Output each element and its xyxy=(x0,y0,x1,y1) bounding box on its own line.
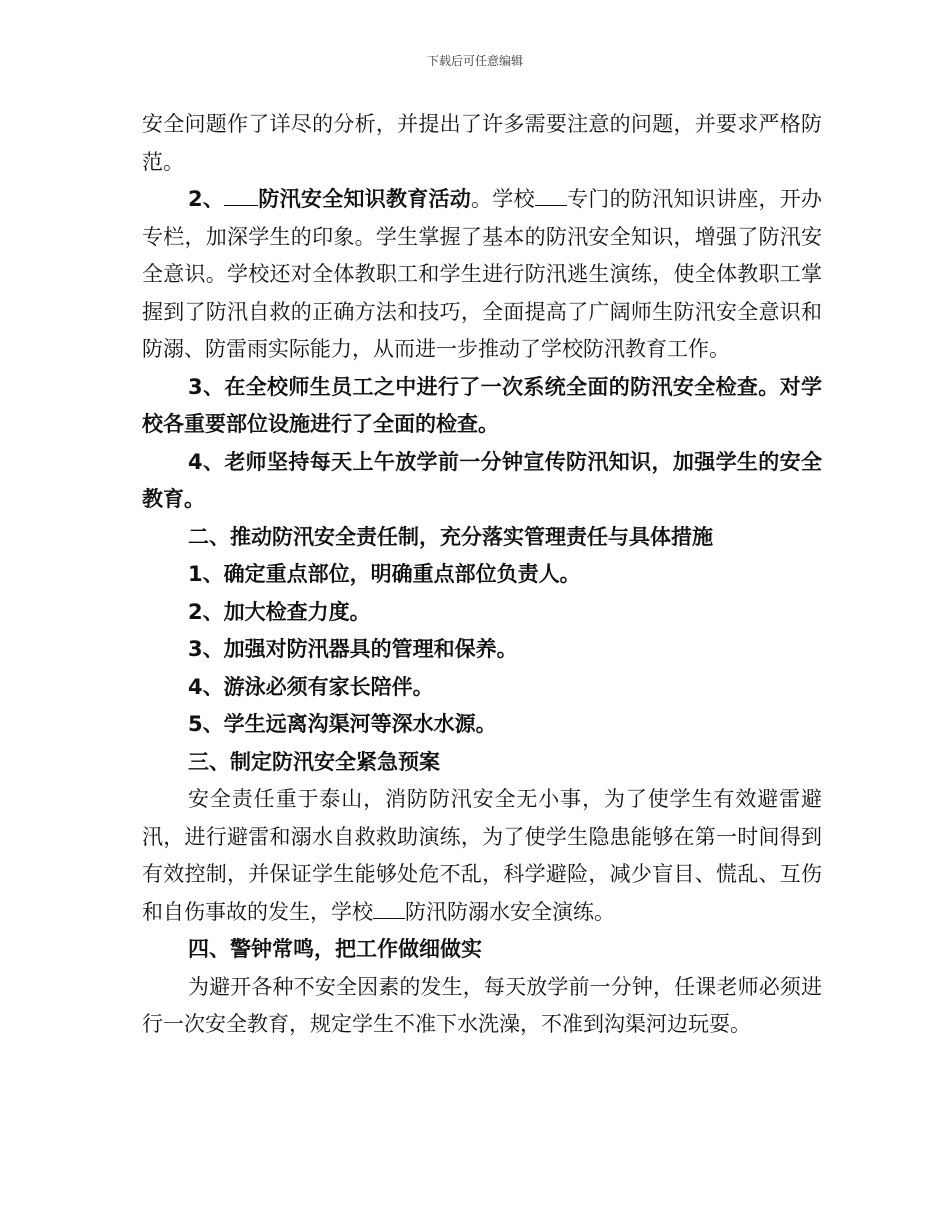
section-heading-2: 二、推动防汛安全责任制，充分落实管理责任与具体措施 xyxy=(188,524,713,549)
paragraph: 为避开各种不安全因素的发生，每天放学前一分钟，任课老师必须进行一次安全教育，规定学生不准下水洗澡，不准到沟渠河边玩耍。 xyxy=(142,974,822,1036)
paragraph-item-4: 4、老师坚持每天上午放学前一分钟宣传防汛知识，加强学生的安全教育。 xyxy=(142,449,822,511)
fill-blank xyxy=(224,187,258,206)
paragraph-item-2 xyxy=(142,181,822,369)
list-item: 4、游泳必须有家长陪伴。 xyxy=(188,674,434,699)
list-item: 1、确定重点部位，明确重点部位负责人。 xyxy=(188,562,581,586)
item-number: 2、 xyxy=(188,187,225,211)
text-run: 。学校 xyxy=(471,187,535,211)
paragraph xyxy=(142,781,822,931)
list-item: 3、加强对防汛器具的管理和保养。 xyxy=(188,637,518,661)
text-run: 防汛防溺水安全演练。 xyxy=(405,899,615,924)
text-run: 安全责任重于泰山，消防防汛安全无小事，为了使学生有效避雷避汛，进行避雷和溺水自救救助演练，为了使学生隐患能够在第一时间得到有效控制，并保证学生能够处危不乱，科学避险，减少盲目、慌乱、互伤和自伤事故的发生，学校 xyxy=(142,787,822,924)
text-run: 专门的防汛知识讲座，开办专栏，加深学生的印象。学生掌握了基本的防汛安全知识，增强了防汛安全意识。学校还对全体教职工和学生进行防汛逃生演练，使全体教职工掌握到了防汛自救的正确方法和技巧，全面提高了广阔师生防汛安全意识和防溺、防雷雨实际能力，从而进一步推动了学校防汛教育工作。 xyxy=(142,187,823,361)
item-title: 防汛安全知识教育活动 xyxy=(258,187,472,211)
fill-blank xyxy=(535,187,567,206)
fill-blank xyxy=(373,900,405,919)
paragraph-item-3: 3、在全校师生员工之中进行了一次系统全面的防汛安全检查。对学校各重要部位设施进行了全面的检查。 xyxy=(142,374,822,436)
paragraph: 安全问题作了详尽的分析，并提出了许多需要注意的问题，并要求严格防范。 xyxy=(142,112,822,174)
page-header-note: 下载后可任意编辑 xyxy=(426,54,523,68)
section-heading-3: 三、制定防汛安全紧急预案 xyxy=(188,749,440,774)
list-item: 2、加大检查力度。 xyxy=(188,599,371,624)
document-body xyxy=(142,106,822,1044)
list-item: 5、学生远离沟渠河等深水水源。 xyxy=(188,712,497,736)
section-heading-4: 四、警钟常鸣，把工作做细做实 xyxy=(188,937,482,961)
